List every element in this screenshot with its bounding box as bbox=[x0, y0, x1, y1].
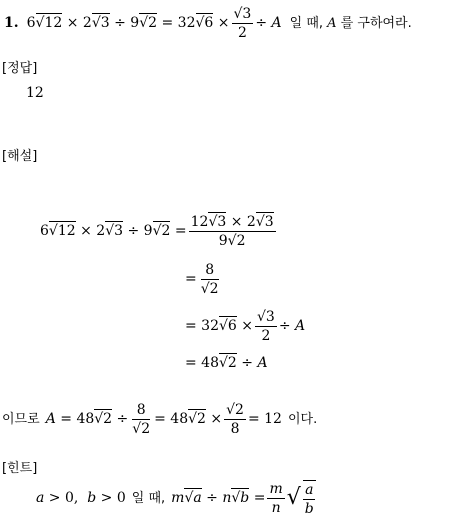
solution-line3-lead: = 32√6 × bbox=[185, 318, 254, 334]
solution-line2-num: 8 bbox=[205, 261, 215, 278]
hint-sqrt-num: a bbox=[305, 482, 314, 498]
solution-line3-den: 2 bbox=[261, 327, 271, 344]
hint-frac-den: n bbox=[271, 499, 281, 516]
problem-expression: 6√12 × 2√3 ÷ 9√2 = 32√6 × bbox=[26, 15, 230, 31]
solution-line3-fraction bbox=[255, 310, 277, 343]
solution-line2-eq: = bbox=[185, 271, 197, 287]
solution-line3-tail: ÷ A bbox=[278, 318, 306, 334]
problem-tail: ÷ A bbox=[255, 15, 282, 31]
answer-header: [정답] bbox=[2, 61, 38, 76]
problem-fraction bbox=[232, 7, 254, 40]
conclusion-expr3: = 12 bbox=[247, 411, 282, 427]
hint-condition-tail: 일 때, bbox=[131, 490, 166, 506]
solution-line1-den: 9√2 bbox=[218, 232, 246, 249]
solution-header: [해설] bbox=[2, 149, 38, 164]
hint-sqrt-den: b bbox=[304, 501, 314, 517]
hint-sqrt-frac bbox=[303, 480, 316, 516]
conclusion-num1: 8 bbox=[136, 401, 146, 418]
conclusion-lead: 이므로 bbox=[2, 411, 40, 427]
hint-condition: a > 0, b > 0 bbox=[36, 490, 126, 506]
conclusion-expr2: = 48√2 × bbox=[154, 411, 223, 427]
conclusion-den2: 8 bbox=[230, 420, 240, 437]
solution-line3-num: √3 bbox=[257, 308, 275, 325]
solution-line-4: = 48√2 ÷ A bbox=[185, 355, 268, 371]
conclusion-den1: √2 bbox=[132, 420, 151, 437]
hint-sqrt: √ $\frac{a}{b}$ bbox=[286, 482, 314, 517]
hint-header: [힌트] bbox=[2, 461, 38, 476]
hint-frac bbox=[267, 482, 284, 515]
solution-line2-den: √2 bbox=[200, 280, 219, 297]
conclusion-fraction-1 bbox=[130, 403, 152, 436]
problem-line bbox=[4, 5, 412, 41]
problem-frac-den: 2 bbox=[237, 24, 247, 41]
hint-frac-num: m bbox=[269, 480, 283, 497]
solution-line1-lhs: 6√12 × 2√3 ÷ 9√2 = bbox=[40, 223, 187, 239]
answer-value: 12 bbox=[26, 85, 44, 101]
conclusion-expr1: A = 48√2 ÷ bbox=[45, 411, 129, 427]
solution-line-2 bbox=[185, 258, 223, 300]
solution-line2-fraction bbox=[199, 263, 221, 296]
problem-number: 1. bbox=[4, 15, 19, 31]
conclusion-num2: √2 bbox=[226, 401, 244, 418]
solution-conclusion bbox=[2, 398, 317, 440]
conclusion-tail: 이다. bbox=[287, 411, 318, 427]
hint-formula bbox=[36, 480, 318, 516]
solution-line1-num: 12√3 × 2√3 bbox=[190, 213, 274, 230]
problem-frac-num: √3 bbox=[233, 5, 252, 22]
solution-line-1 bbox=[40, 210, 278, 252]
problem-question: 일 때, A 를 구하여라. bbox=[289, 15, 412, 31]
hint-formula-lhs: m√a ÷ n√b = bbox=[171, 490, 266, 506]
solution-line-3 bbox=[185, 305, 305, 347]
solution-line1-fraction bbox=[189, 215, 276, 248]
conclusion-fraction-2 bbox=[224, 403, 246, 436]
